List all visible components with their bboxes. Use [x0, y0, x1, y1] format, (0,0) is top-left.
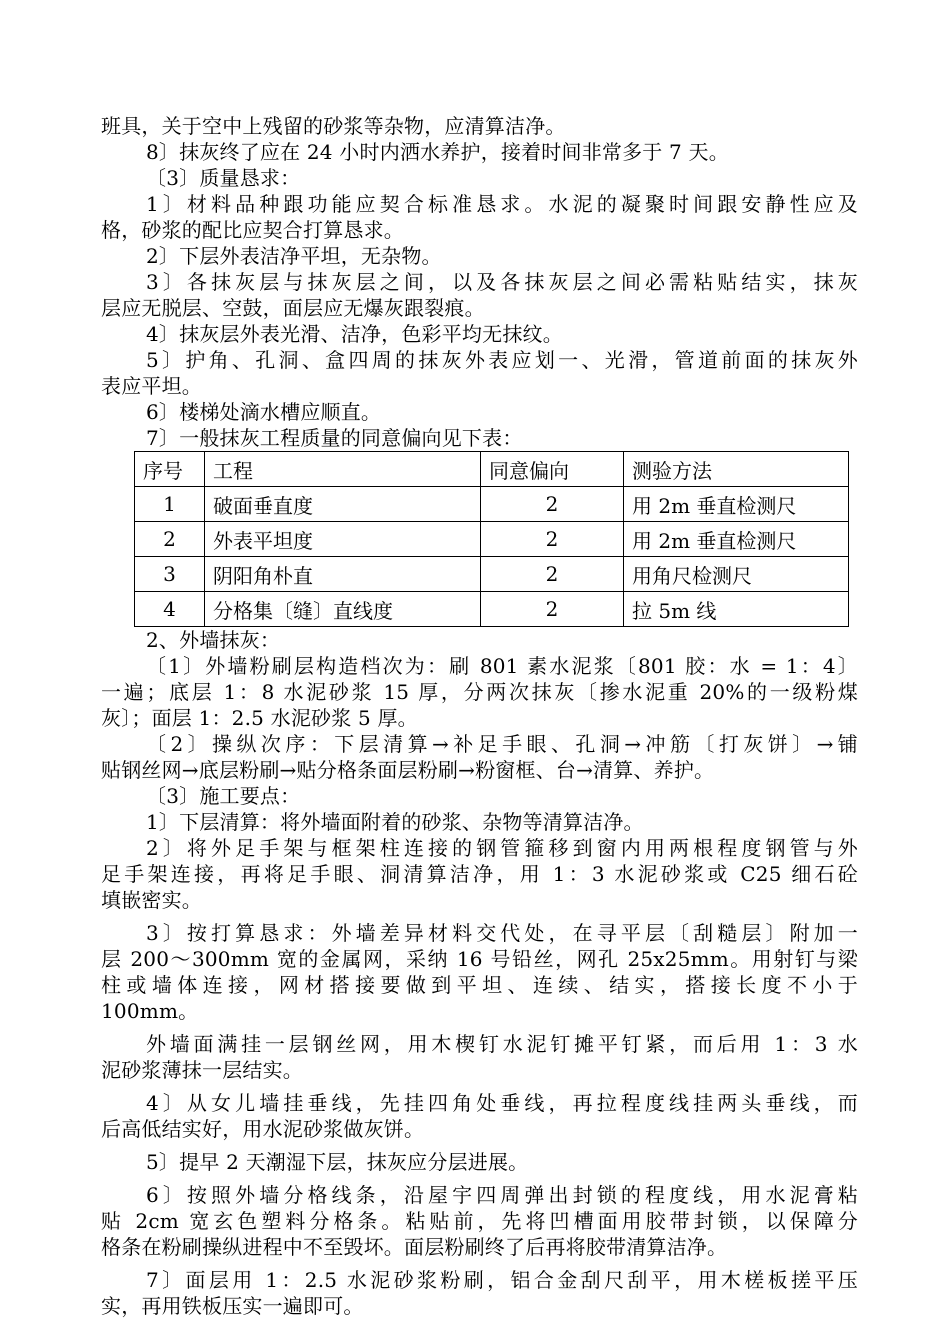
paragraph-line: 泥砂浆薄抹一层结实。 [101, 1058, 303, 1082]
paragraph-line: 柱或墙体连接，网材搭接要做到平坦、连续、结实，搭接长度不小于 [101, 973, 858, 997]
paragraph-line: 层 200～300mm 宽的金属网，采纳 16 号铅丝，网孔 25x25mm。用射钉与梁 [101, 947, 858, 971]
paragraph-line: 2〕将外足手架与框架柱连接的钢管箍移到窗内用两根程度钢管与外 [146, 836, 858, 860]
paragraph-line: 8〕抹灰终了应在 24 小时内洒水养护，接着时间非常多于 7 天。 [146, 140, 729, 164]
table-cell: 4 [135, 592, 205, 627]
quality-deviation-table [134, 451, 849, 627]
table-cell: 用 2m 垂直检测尺 [624, 487, 849, 522]
table-cell: 2 [481, 522, 624, 557]
paragraph-line: 〔1〕外墙粉刷层构造档次为：刷 801 素水泥浆〔801 胶：水 = 1：4〕 [146, 654, 858, 678]
paragraph-line: 层应无脱层、空鼓，面层应无爆灰跟裂痕。 [101, 296, 485, 320]
table-header-cell: 测验方法 [624, 452, 849, 487]
paragraph-line: 1〕材料品种跟功能应契合标准恳求。水泥的凝聚时间跟安静性应及 [146, 192, 858, 216]
table-cell: 2 [481, 487, 624, 522]
paragraph-line: 足手架连接，再将足手眼、洞清算洁净，用 1：3 水泥砂浆或 C25 细石砼 [101, 862, 858, 886]
table-header-cell: 序号 [135, 452, 205, 487]
paragraph-line: 7〕面层用 1：2.5 水泥砂浆粉刷，铝合金刮尺刮平，用木槎板搓平压 [146, 1268, 858, 1292]
paragraph-line: 7〕一般抹灰工程质量的同意偏向见下表： [146, 426, 523, 450]
table-cell: 用角尺检测尺 [624, 557, 849, 592]
paragraphs-top [101, 113, 858, 451]
table-cell: 破面垂直度 [205, 487, 481, 522]
paragraph-line: 〔3〕质量恳求： [146, 166, 301, 190]
table-cell: 拉 5m 线 [624, 592, 849, 627]
paragraph-line: 100mm。 [101, 999, 199, 1023]
paragraph-line: 6〕按照外墙分格线条，沿屋宇四周弹出封锁的程度线，用水泥膏粘 [146, 1183, 858, 1207]
paragraphs-bottom [101, 627, 858, 1319]
paragraph-line: 表应平坦。 [101, 374, 202, 398]
paragraph-line: 实，再用铁板压实一遍即可。 [101, 1294, 364, 1318]
table-cell: 1 [135, 487, 205, 522]
table-cell: 阴阳角朴直 [205, 557, 481, 592]
table-header-row [135, 452, 849, 487]
table-row [135, 592, 849, 627]
paragraph-line: 一遍；底层 1：8 水泥砂浆 15 厚，分两次抹灰〔掺水泥重 20%的一级粉煤 [101, 680, 858, 704]
paragraph-line: 2、外墙抹灰： [146, 628, 281, 652]
paragraph-line: 格，砂浆的配比应契合打算恳求。 [101, 218, 404, 242]
table-row [135, 487, 849, 522]
document-body [101, 113, 858, 1319]
paragraph-line: 5〕提早 2 天潮湿下层，抹灰应分层进展。 [146, 1150, 529, 1174]
paragraph-line: 6〕楼梯处滴水槽应顺直。 [146, 400, 382, 424]
paragraph-line: 1〕下层清算：将外墙面附着的砂浆、杂物等清算洁净。 [146, 810, 644, 834]
paragraph-line: 〔3〕施工要点： [146, 784, 301, 808]
table-row [135, 557, 849, 592]
paragraph-line: 3〕按打算恳求：外墙差异材料交代处，在寻平层〔刮糙层〕附加一 [146, 921, 858, 945]
paragraph-line: 填嵌密实。 [101, 888, 202, 912]
paragraph-line: 格条在粉刷操纵进程中不至毁坏。面层粉刷终了后再将胶带清算洁净。 [101, 1235, 728, 1259]
paragraph-line: 4〕抹灰层外表光滑、洁净，色彩平均无抹纹。 [146, 322, 563, 346]
paragraph-line: 3〕各抹灰层与抹灰层之间，以及各抹灰层之间必需粘贴结实，抹灰 [146, 270, 858, 294]
table-cell: 外表平坦度 [205, 522, 481, 557]
paragraph-line: 后高低结实好，用水泥砂浆做灰饼。 [101, 1117, 425, 1141]
table-row [135, 522, 849, 557]
paragraph-line: 外墙面满挂一层钢丝网，用木楔钉水泥钉摊平钉紧，而后用 1：3 水 [146, 1032, 858, 1056]
paragraph-line: 2〕下层外表洁净平坦，无杂物。 [146, 244, 442, 268]
paragraph-line: 贴 2cm 宽玄色塑料分格条。粘贴前，先将凹槽面用胶带封锁，以保障分 [101, 1209, 858, 1233]
table-cell: 用 2m 垂直检测尺 [624, 522, 849, 557]
table-cell: 分格集〔缝〕直线度 [205, 592, 481, 627]
table-header-cell: 工程 [205, 452, 481, 487]
paragraph-line: 5〕护角、孔洞、盒四周的抹灰外表应划一、光滑，管道前面的抹灰外 [146, 348, 858, 372]
table-cell: 2 [135, 522, 205, 557]
table-header-cell: 同意偏向 [481, 452, 624, 487]
paragraph-line: 班具，关于空中上残留的砂浆等杂物，应清算洁净。 [101, 114, 566, 138]
table-cell: 2 [481, 592, 624, 627]
table-cell: 3 [135, 557, 205, 592]
paragraph-line: 〔2〕操纵次序：下层清算→补足手眼、孔洞→冲筋〔打灰饼〕→铺 [146, 732, 858, 756]
paragraph-line: 4〕从女儿墙挂垂线，先挂四角处垂线，再拉程度线挂两头垂线，而 [146, 1091, 858, 1115]
table-cell: 2 [481, 557, 624, 592]
paragraph-line: 灰〕；面层 1：2.5 水泥砂浆 5 厚。 [101, 706, 418, 730]
paragraph-line: 贴钢丝网→底层粉刷→贴分格条面层粉刷→粉窗框、台→清算、养护。 [101, 758, 715, 782]
